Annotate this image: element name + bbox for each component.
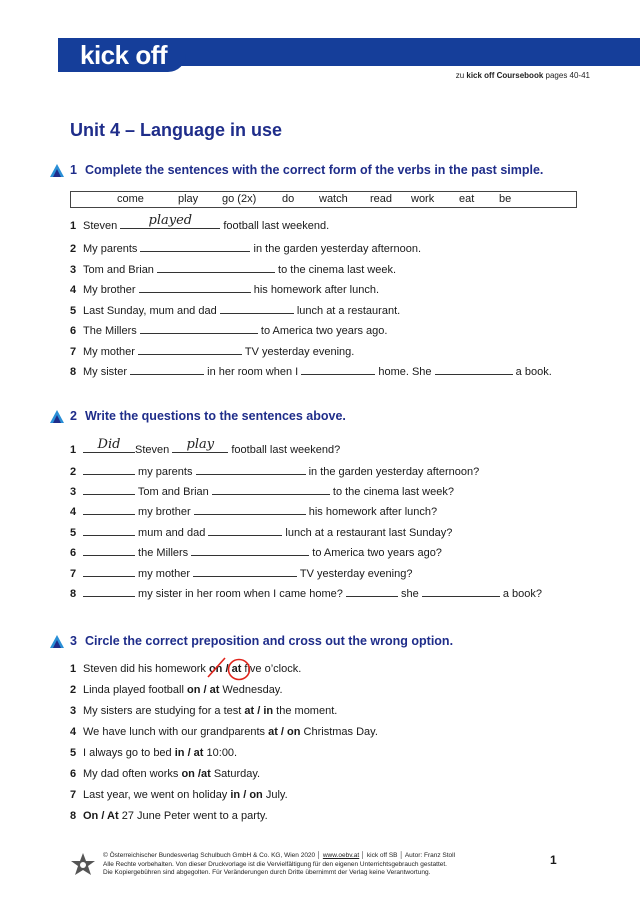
preposition-options[interactable]: in / at	[174, 747, 204, 759]
answer-blank[interactable]	[140, 322, 258, 334]
answer-blank[interactable]	[157, 261, 275, 273]
ex3-sentence: 4 We have lunch with our grandparents at / on Christmas Day.	[70, 726, 378, 738]
level-triangle-icon	[50, 410, 64, 423]
word-box-item: eat	[459, 193, 475, 205]
crossed-option[interactable]: on	[209, 663, 222, 675]
answer-blank[interactable]	[120, 213, 220, 229]
ex1-sentence: 4 My brother his homework after lunch.	[70, 281, 379, 296]
cross-out-mark-icon	[207, 657, 227, 679]
ex1-sentence: 6 The Millers to America two years ago.	[70, 322, 387, 337]
ex1-sentence: 1 Steven played football last weekend.	[70, 213, 330, 232]
ex3-sentence: 3 My sisters are studying for a test at / in the moment.	[70, 705, 338, 717]
word-box-item: go (2x)	[222, 193, 257, 205]
coursebook-reference: zu kick off Coursebook pages 40-41	[455, 71, 590, 80]
answer-blank[interactable]	[83, 524, 135, 536]
answer-blank[interactable]	[130, 363, 204, 375]
answer-blank[interactable]	[139, 281, 251, 293]
preposition-options[interactable]: at / in	[244, 705, 274, 717]
preposition-options[interactable]: in / on	[230, 789, 263, 801]
preposition-options[interactable]: On / At	[83, 810, 119, 822]
answer-blank[interactable]	[301, 363, 375, 375]
ex3-sentence: 5 I always go to bed in / at 10:00.	[70, 747, 238, 759]
answer-blank[interactable]	[193, 565, 297, 577]
answer-blank[interactable]	[191, 544, 309, 556]
ex1-sentence: 5 Last Sunday, mum and dad lunch at a restaurant.	[70, 302, 400, 317]
preposition-options[interactable]: on / at	[186, 684, 220, 696]
level-triangle-icon	[50, 635, 64, 648]
ex2-sentence: 2 my parents in the garden yesterday afternoon?	[70, 463, 479, 478]
ex3-sentence: 1 Steven did his homework on / at five o’clock.	[70, 663, 301, 675]
ex2-sentence: 8 my sister in her room when I came home? she a book?	[70, 585, 542, 600]
publisher-link[interactable]: www.oebv.at	[322, 852, 360, 859]
answer-blank[interactable]	[83, 463, 135, 475]
answer-blank[interactable]	[196, 463, 306, 475]
answer-blank[interactable]	[220, 302, 294, 314]
word-box	[70, 191, 577, 208]
ex1-sentence: 2 My parents in the garden yesterday afternoon.	[70, 240, 421, 255]
ex3-sentence: 6 My dad often works on /at Saturday.	[70, 768, 261, 780]
answer-blank[interactable]	[172, 437, 228, 453]
word-box-item: read	[370, 193, 393, 205]
answer-blank[interactable]	[346, 585, 398, 597]
word-box-item: be	[499, 193, 512, 205]
exercise-2-heading: 2 Write the questions to the sentences above.	[50, 409, 346, 423]
page-title: Unit 4 – Language in use	[70, 120, 283, 140]
answer-blank[interactable]	[208, 524, 282, 536]
answer-blank[interactable]	[212, 483, 330, 495]
preposition-options[interactable]: on /at	[181, 768, 211, 780]
circled-option[interactable]: at	[232, 663, 242, 675]
answer-blank[interactable]	[435, 363, 513, 375]
page-number: 1	[550, 853, 557, 867]
ex1-sentence: 3 Tom and Brian to the cinema last week.	[70, 261, 396, 276]
ex1-sentence: 7 My mother TV yesterday evening.	[70, 343, 354, 358]
exercise-1-heading: 1 Complete the sentences with the correct form of the verbs in the past simple.	[50, 163, 543, 177]
level-triangle-icon	[50, 164, 64, 177]
ex1-sentence: 8 My sister in her room when I home. She a book.	[70, 363, 552, 378]
answer-blank[interactable]	[83, 503, 135, 515]
publisher-logo-icon	[70, 853, 96, 877]
word-box-item: watch	[319, 193, 348, 205]
answer-blank[interactable]	[83, 544, 135, 556]
ex2-sentence: 3 Tom and Brian to the cinema last week?	[70, 483, 454, 498]
answer-blank[interactable]	[83, 483, 135, 495]
answer-blank[interactable]	[194, 503, 306, 515]
preposition-options[interactable]: at / on	[268, 726, 301, 738]
ex2-sentence: 5 mum and dad lunch at a restaurant last Sunday?	[70, 524, 452, 539]
word-box-item: play	[178, 193, 199, 205]
answer-blank[interactable]	[138, 343, 242, 355]
ex2-sentence: 4 my brother his homework after lunch?	[70, 503, 437, 518]
ex2-sentence: 6 the Millers to America two years ago?	[70, 544, 442, 559]
ex3-sentence: 8 On / At 27 June Peter went to a party.	[70, 810, 268, 822]
handwritten-answer: played	[148, 213, 193, 228]
handwritten-answer: Did	[97, 437, 121, 452]
ex3-sentence: 7 Last year, we went on holiday in / on July.	[70, 789, 288, 801]
ex2-sentence: 7 my mother TV yesterday evening?	[70, 565, 412, 580]
copyright-footer: © Österreichischer Bundesverlag Schulbuch GmbH & Co. KG, Wien 2020 │ www.oebv.at │ kick off SB │ Autor: Franz Stoll Alle Rechte vorbehalten. Von dieser Druckvorlage ist die Vervielfältigung für den eigenen Unterrichtsgebrauch gestattet. Die Kopiergebühren sind abgegolten. Für Veränderungen durch Dritte übernimmt der Verlag keine Verantwortung.	[103, 852, 456, 876]
answer-blank[interactable]	[83, 565, 135, 577]
answer-blank[interactable]	[422, 585, 500, 597]
exercise-3-heading: 3 Circle the correct preposition and cross out the wrong option.	[50, 634, 453, 648]
brand-logo-text: kick off	[80, 40, 168, 70]
handwritten-answer: play	[186, 437, 215, 452]
ex2-sentence: 1 Did Steven play football last weekend?	[70, 437, 341, 456]
answer-blank[interactable]	[140, 240, 250, 252]
ex3-sentence: 2 Linda played football on / at Wednesday.	[70, 684, 283, 696]
word-box-item: work	[411, 193, 435, 205]
word-box-item: come	[117, 193, 144, 205]
answer-blank[interactable]	[83, 585, 135, 597]
answer-blank[interactable]	[83, 437, 135, 453]
circle-mark-icon	[227, 658, 251, 681]
word-box-item: do	[282, 193, 295, 205]
